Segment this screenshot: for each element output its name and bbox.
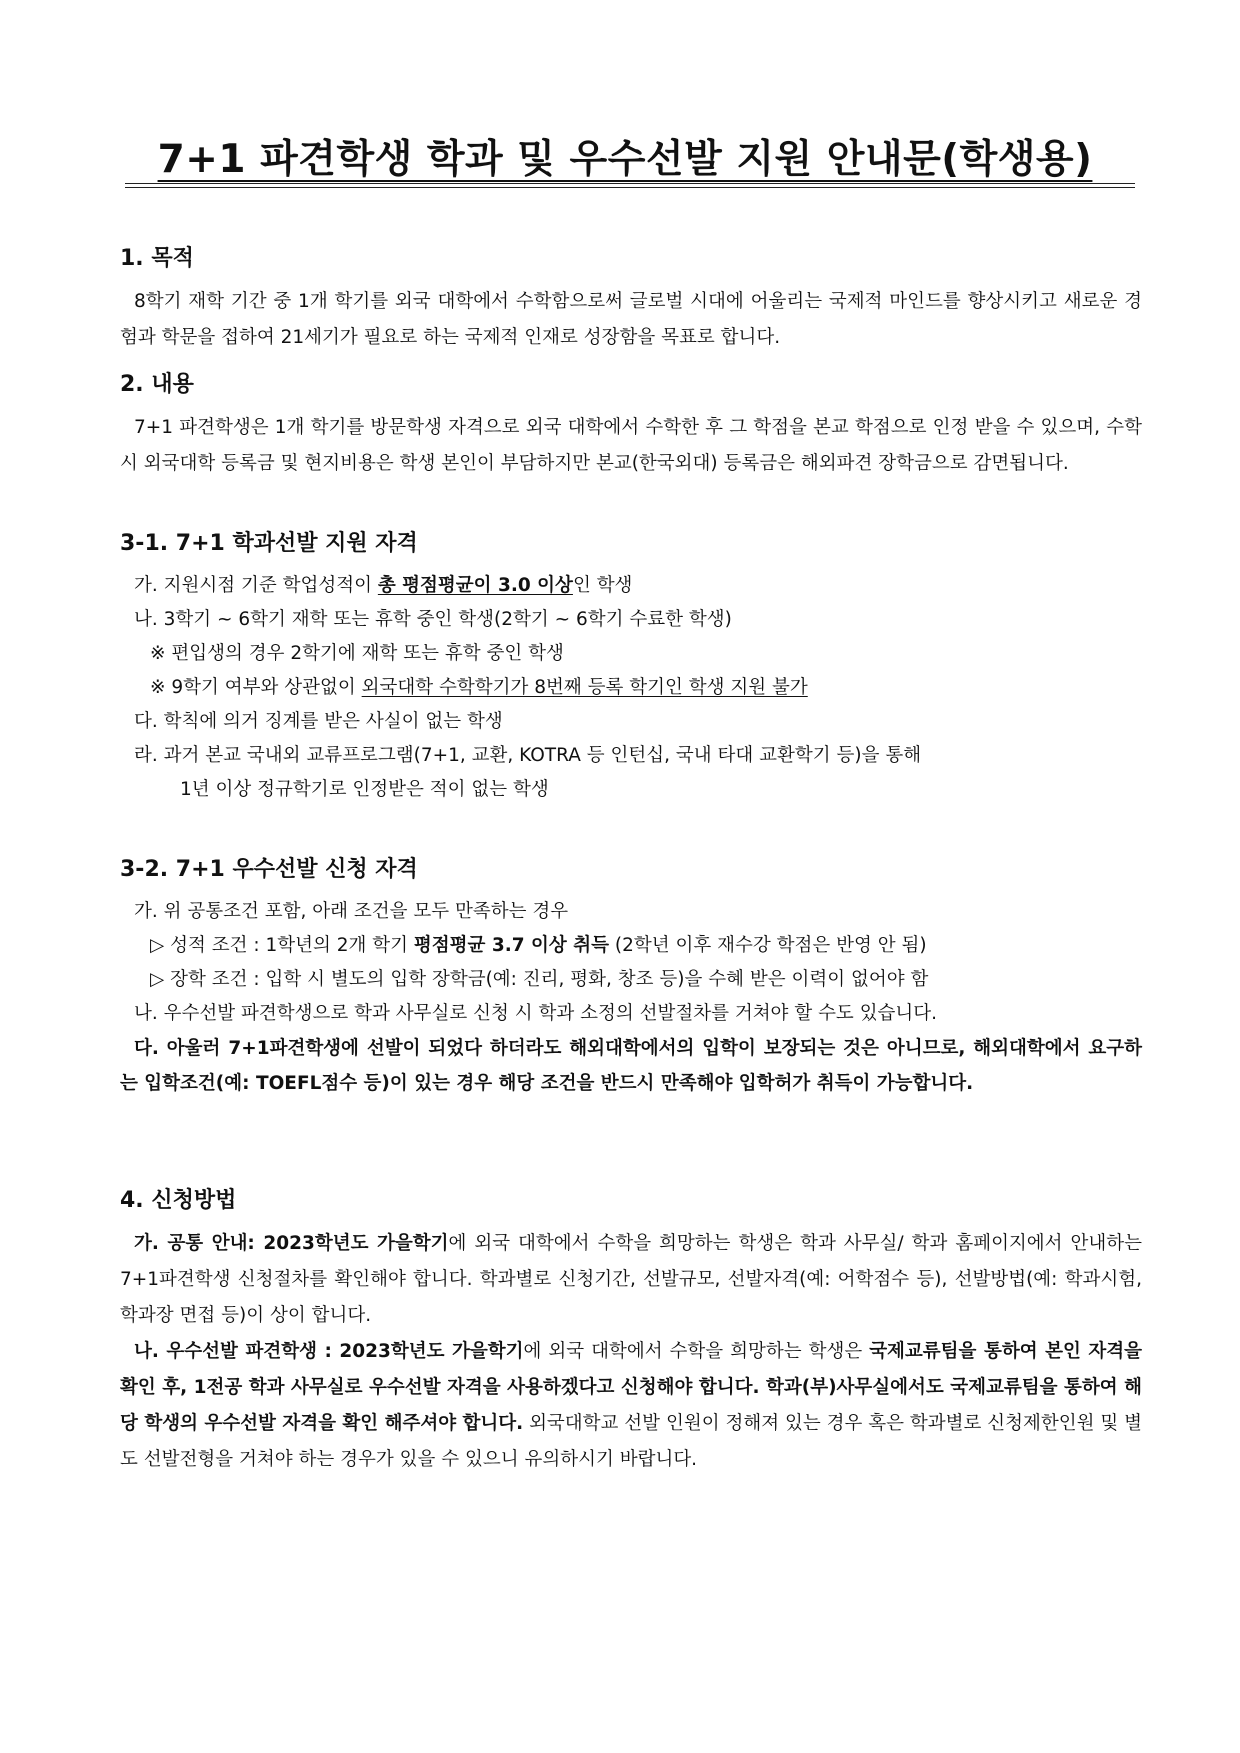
notice-paragraph: 다. 아울러 7+1파견학생에 선발이 되었다 하더라도 해외대학에서의 입학이 보장되는 것은 아니므로, 해외대학에서 요구하는 입학조건(예: TOEFL점수 등)이 있는 경우 해당 조건을 반드시 만족해야 입학허가 취득이 가능합니다. bbox=[120, 1038, 1142, 1094]
section-heading: 3-1. 7+1 학과선발 지원 자격 bbox=[120, 531, 418, 556]
note-item: ※ 9학기 여부와 상관없이 외국대학 수학학기가 8번째 등록 학기인 학생 지원 불가 bbox=[150, 677, 808, 698]
section-excellence-selection-eligibility bbox=[120, 855, 1142, 1101]
note-item: ※ 편입생의 경우 2학기에 재학 또는 휴학 중인 학생 bbox=[150, 643, 564, 664]
list-item: 가. 위 공통조건 포함, 아래 조건을 모두 만족하는 경우 bbox=[134, 901, 569, 922]
section-body: 7+1 파견학생은 1개 학기를 방문학생 자격으로 외국 대학에서 수학한 후 그 학점을 본교 학점으로 인정 받을 수 있으며, 수학 시 외국대학 등록금 및 현지비용은 학생 본인이 부담하지만 본교(한국외대) 등록금은 해외파견 장학금으로 감면됩니다. bbox=[120, 417, 1142, 474]
section-heading: 4. 신청방법 bbox=[120, 1188, 237, 1213]
excellence-guide-paragraph: 나. 우수선발 파견학생 : 2023학년도 가을학기에 외국 대학에서 수학을 희망하는 학생은 국제교류팀을 통하여 본인 자격을 확인 후, 1전공 학과 사무실로 우수선발 자격을 사용하겠다고 신청해야 합니다. 학과(부)사무실에서도 국제교류팀을 통하여 해당 학생의 우수선발 자격을 확인 해주셔야 합니다. 외국대학교 선발 인원이 정해져 있는 경우 혹은 학과별로 신청제한인원 및 별도 선발전형을 거쳐야 하는 경우가 있을 수 있으니 유의하시기 바랍니다. bbox=[120, 1341, 1142, 1470]
section-body: 8학기 재학 기간 중 1개 학기를 외국 대학에서 수학함으로써 글로벌 시대에 어울리는 국제적 마인드를 향상시키고 새로운 경험과 학문을 접하여 21세기가 필요로 하는 국제적 인재로 성장함을 목표로 합니다. bbox=[120, 291, 1142, 348]
list-item-continuation: 1년 이상 정규학기로 인정받은 적이 없는 학생 bbox=[180, 779, 549, 800]
condition-item: ▷ 장학 조건 : 입학 시 별도의 입학 장학금(예: 진리, 평화, 창조 등)을 수혜 받은 이력이 없어야 함 bbox=[150, 969, 929, 990]
document-title: 7+1 파견학생 학과 및 우수선발 지원 안내문(학생용) bbox=[157, 137, 1093, 182]
list-item: 나. 우수선발 파견학생으로 학과 사무실로 신청 시 학과 소정의 선발절차를 거쳐야 할 수도 있습니다. bbox=[134, 1003, 938, 1024]
section-dept-selection-eligibility bbox=[120, 529, 1142, 807]
list-item: 라. 과거 본교 국내외 교류프로그램(7+1, 교환, KOTRA 등 인턴십, 국내 타대 교환학기 등)을 통해 bbox=[134, 745, 922, 766]
list-item: 가. 지원시점 기준 학업성적이 총 평점평균이 3.0 이상인 학생 bbox=[134, 575, 633, 596]
section-application-method bbox=[120, 1186, 1142, 1478]
section-heading: 1. 목적 bbox=[120, 246, 194, 271]
list-item: 나. 3학기 ~ 6학기 재학 또는 휴학 중인 학생(2학기 ~ 6학기 수료한 학생) bbox=[134, 609, 732, 630]
list-item: 다. 학칙에 의거 징계를 받은 사실이 없는 학생 bbox=[134, 711, 503, 732]
condition-item: ▷ 성적 조건 : 1학년의 2개 학기 평점평균 3.7 이상 취득 (2학년 이후 재수강 학점은 반영 안 됨) bbox=[150, 935, 927, 956]
section-purpose bbox=[120, 244, 1142, 356]
section-heading: 2. 내용 bbox=[120, 372, 194, 397]
title-double-rule bbox=[125, 183, 1135, 188]
section-heading: 3-2. 7+1 우수선발 신청 자격 bbox=[120, 857, 418, 882]
section-content bbox=[120, 370, 1142, 482]
common-guide-paragraph: 가. 공통 안내: 2023학년도 가을학기에 외국 대학에서 수학을 희망하는 학생은 학과 사무실/ 학과 홈페이지에서 안내하는 7+1파견학생 신청절차를 확인해야 합니다. 학과별로 신청기간, 선발규모, 선발자격(예: 어학점수 등), 선발방법(예: 학과시험, 학과장 면접 등)이 상이 합니다. bbox=[120, 1233, 1142, 1326]
